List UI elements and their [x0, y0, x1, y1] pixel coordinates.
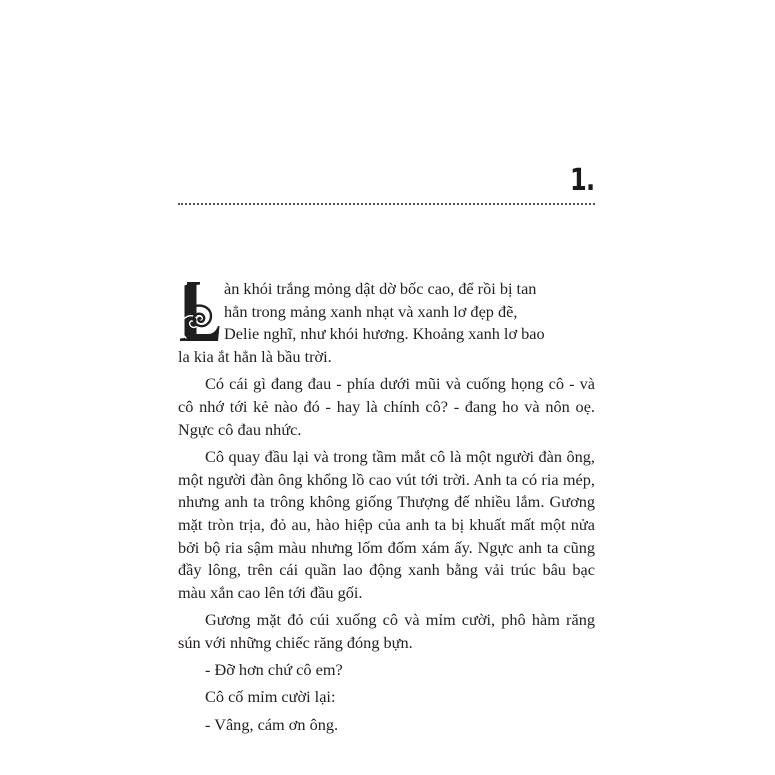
dropcap-letter: [178, 278, 220, 344]
paragraph-1-line-1: àn khói trắng mỏng dật dờ bốc cao, để rồi bị tan: [224, 279, 537, 298]
chapter-number: 1.: [569, 163, 594, 198]
paragraph-1-line-2: hẳn trong mảng xanh nhạt và xanh lơ đẹp đẽ,: [224, 301, 518, 321]
paragraph-1-line-3: Delie nghĩ, như khói hương. Khoảng xanh lơ bao: [224, 324, 545, 344]
dialogue-line-1: - Đỡ hơn chứ cô em?: [205, 660, 343, 680]
paragraph-1: [178, 278, 595, 369]
dialogue-line-2: - Vâng, cám ơn ông.: [205, 714, 339, 734]
paragraph-2: Có cái gì đang đau - phía dưới mũi và cuống họng cô - và cô nhớ tới kẻ nào đó - hay là chính cô? - đang ho và nôn oẹ. Ngực cô đau nhức.: [178, 374, 595, 439]
body-text: [178, 278, 595, 741]
paragraph-3: Cô quay đầu lại và trong tầm mắt cô là một người đàn ông, một người đàn ông khổng lồ cao vút tới trời. Anh ta có ria mép, nhưng anh ta trông không giống Thượng đế nhiều lắm. Gương mặt tròn trịa, đỏ au, hào hiệp của anh ta bị khuất mất một nửa bởi bộ ria sậm màu nhưng lốm đốm xám ấy. Ngực anh ta cũng đầy lông, trên cái quần lao động xanh bằng vải trúc bâu bạc màu xắn cao lên tới đầu gối.: [178, 446, 595, 603]
dotted-divider: [178, 203, 595, 205]
paragraph-1-line-4: la kia ắt hẳn là bầu trời.: [178, 347, 332, 367]
paragraph-4: Gương mặt đỏ cúi xuống cô và mỉm cười, phô hàm răng sún với những chiếc răng đóng bựn.: [178, 610, 595, 653]
paragraph-6: Cô cố mỉm cười lại:: [205, 687, 336, 707]
